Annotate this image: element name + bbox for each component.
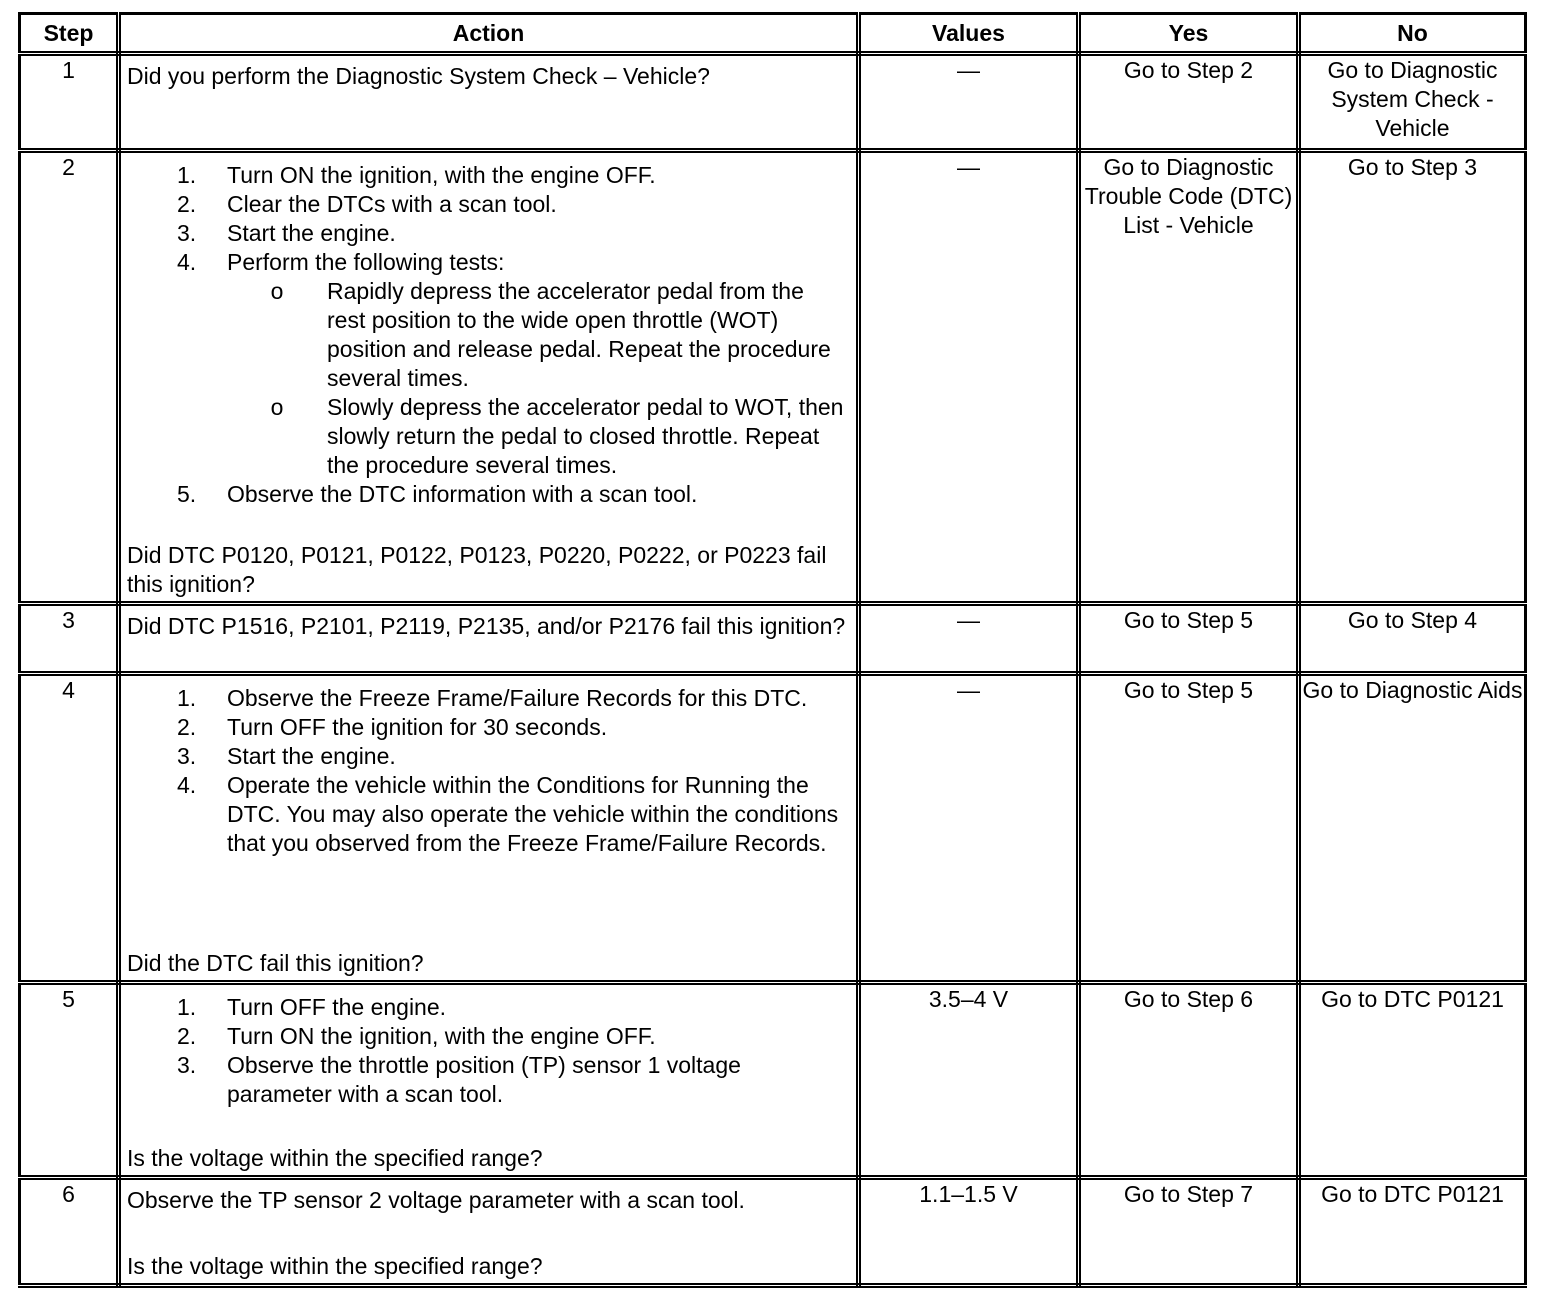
table-row [20,983,1526,1178]
action-cell [119,604,859,674]
action-cell [119,983,859,1178]
yes-cell: Go to Diagnostic Trouble Code (DTC) List - Vehicle [1079,151,1299,604]
header-step: Step [20,14,119,54]
table-row [20,1178,1526,1286]
list-item: 2. Turn ON the ignition, with the engine OFF. [177,1023,656,1049]
action-text: Did you perform the Diagnostic System Check – Vehicle? [127,63,710,89]
action-text: Observe the TP sensor 2 voltage parameter with a scan tool. [127,1187,745,1213]
sub-list-item: o Slowly depress the accelerator pedal to WOT, then slowly return the pedal to closed throttle. Repeat the procedure several times. [227,393,848,480]
list-item: 4. Perform the following tests: o Rapidly depress the accelerator pedal from the rest position to the wide open throttle (WOT) position and release pedal. Repeat the procedure several times. o Slowly depress the accelerator pedal to WOT, then slowly return the pedal to closed throttle. Repeat the procedure several times. [127,248,848,480]
values-cell: — [859,674,1079,983]
no-cell: Go to Step 3 [1299,151,1526,604]
list-item: 2. Clear the DTCs with a scan tool. [177,191,557,217]
action-cell [119,674,859,983]
list-item: 4. Operate the vehicle within the Conditions for Running the DTC. You may also operate the vehicle within the conditions that you observed from the Freeze Frame/Failure Records. [177,772,839,856]
list-item: 3. Start the engine. [177,743,396,769]
list-item: 2. Turn OFF the ignition for 30 seconds. [177,714,608,740]
action-question: Is the voltage within the specified range? [127,1145,543,1171]
diagnostic-table [18,12,1527,1288]
action-question: Did the DTC fail this ignition? [127,950,424,976]
bullet-icon: o [270,394,284,420]
table-row [20,151,1526,604]
yes-cell: Go to Step 6 [1079,983,1299,1178]
sub-list-item: o Rapidly depress the accelerator pedal from the rest position to the wide open throttle (WOT) position and release pedal. Repeat the procedure several times. [227,277,848,393]
no-cell: Go to DTC P0121 [1299,983,1526,1178]
yes-cell: Go to Step 5 [1079,674,1299,983]
values-cell: — [859,151,1079,604]
table-row [20,674,1526,983]
step-number: 5 [20,983,119,1178]
action-cell [119,54,859,151]
table-row [20,604,1526,674]
header-values: Values [859,14,1079,54]
values-cell: — [859,54,1079,151]
list-item: 1. Turn ON the ignition, with the engine OFF. [177,162,656,188]
list-item: 1. Observe the Freeze Frame/Failure Records for this DTC. [177,685,808,711]
no-cell: Go to Step 4 [1299,604,1526,674]
no-cell: Go to Diagnostic Aids [1299,674,1526,983]
yes-cell: Go to Step 7 [1079,1178,1299,1286]
action-question: Is the voltage within the specified range? [127,1253,543,1279]
header-row [20,14,1526,54]
step-number: 3 [20,604,119,674]
action-cell [119,151,859,604]
action-question: Did DTC P0120, P0121, P0122, P0123, P0220, P0222, or P0223 fail this ignition? [127,542,827,597]
step-number: 1 [20,54,119,151]
sub-steps [227,277,848,480]
header-no: No [1299,14,1526,54]
header-action: Action [119,14,859,54]
list-item: 1. Turn OFF the engine. [177,994,447,1020]
action-cell [119,1178,859,1286]
yes-cell: Go to Step 5 [1079,604,1299,674]
list-item: 3. Observe the throttle position (TP) sensor 1 voltage parameter with a scan tool. [177,1052,741,1107]
values-cell: 3.5–4 V [859,983,1079,1178]
yes-cell: Go to Step 2 [1079,54,1299,151]
values-cell: — [859,604,1079,674]
values-cell: 1.1–1.5 V [859,1178,1079,1286]
bullet-icon: o [270,278,284,304]
header-yes: Yes [1079,14,1299,54]
step-number: 6 [20,1178,119,1286]
no-cell: Go to DTC P0121 [1299,1178,1526,1286]
list-item: 3. Start the engine. [177,220,396,246]
action-steps [127,684,848,858]
step-number: 4 [20,674,119,983]
action-steps [127,993,848,1109]
list-item: 5. Observe the DTC information with a scan tool. [177,481,698,507]
no-cell: Go to Diagnostic System Check - Vehicle [1299,54,1526,151]
table-row [20,54,1526,151]
step-number: 2 [20,151,119,604]
action-text: Did DTC P1516, P2101, P2119, P2135, and/or P2176 fail this ignition? [127,613,846,639]
action-steps [127,161,848,509]
